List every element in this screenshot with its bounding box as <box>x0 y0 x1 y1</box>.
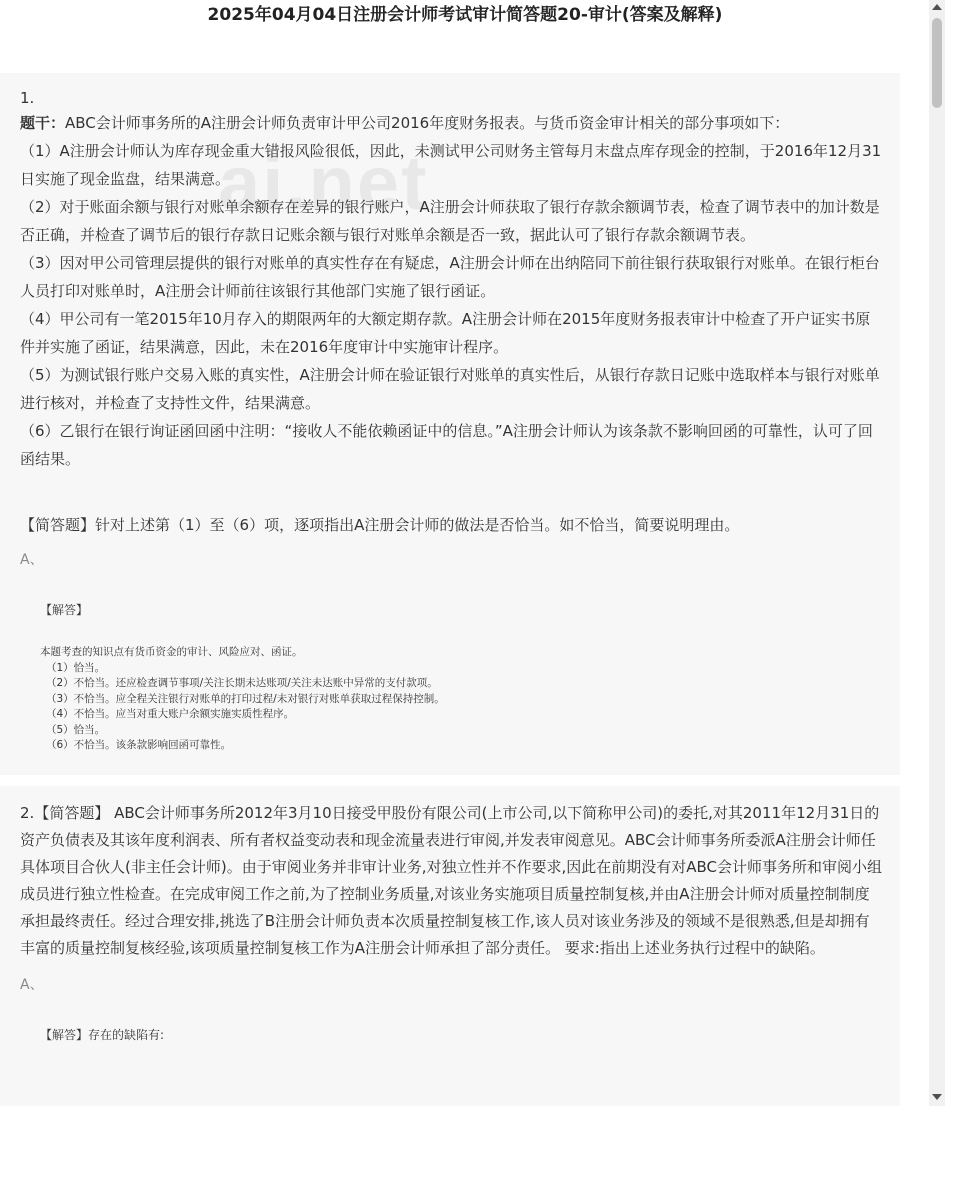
stem-intro <box>20 109 884 137</box>
page-title: 2025年04月04日注册会计师考试审计简答题20-审计(答案及解释) <box>207 5 723 25</box>
question-card-2 <box>0 786 900 1106</box>
question-card-1 <box>0 73 900 775</box>
question-number: 1. <box>20 89 35 107</box>
stem-item: （3）因对甲公司管理层提供的银行对账单的真实性存在有疑虑，A注册会计师在出纳陪同下前往银行获取银行对账单。在银行柜台人员打印对账单时，A注册会计师前往该银行其他部门实施了银行函证。 <box>20 254 880 300</box>
answer-heading: 【解答】 <box>40 603 89 617</box>
question-2-text <box>20 800 884 962</box>
question-stem <box>20 109 884 473</box>
answer-block <box>40 645 884 754</box>
answer-item: （1）恰当。 <box>46 661 106 674</box>
scroll-thumb[interactable] <box>932 18 942 108</box>
stem-item: （2）对于账面余额与银行对账单余额存在差异的银行账户，A注册会计师获取了银行存款余额调节表，检查了调节表中的加计数是否正确，并检查了调节后的银行存款日记账余额与银行对账单余额是否一致，据此认可了银行存款余额调节表。 <box>20 198 880 244</box>
vertical-scrollbar[interactable] <box>929 0 945 1106</box>
option-a[interactable]: A、 <box>20 552 44 568</box>
option-a[interactable]: A、 <box>20 977 44 993</box>
stem-text: ABC会计师事务所的A注册会计师负责审计甲公司2016年度财务报表。与货币资金审计相关的部分事项如下： <box>65 114 790 132</box>
scroll-up-arrow-icon[interactable] <box>932 4 942 10</box>
answer-item: （4）不恰当。应当对重大账户余额实施实质性程序。 <box>46 708 295 720</box>
question-2-body: 【简答题】 ABC会计师事务所2012年3月10日接受甲股份有限公司(上市公司,以下简称甲公司)的委托,对其2011年12月31日的资产负债表及其该年度利润表、所有者权益变动表和现金流量表进行审阅,并发表审阅意见。ABC会计师事务所委派A注册会计师任具体项目合伙人(非主任会计师)。由于审阅业务并非审计业务,对独立性并不作要求,因此在前期没有对ABC会计师事务所和审阅小组成员进行独立性检查。在完成审阅工作之前,为了控制业务质量,对该业务实施项目质量控制复核,并由A注册会计师对质量控制制度承担最终责任。经过合理安排,挑选了B注册会计师负责本次质量控制复核工作,该人员对该业务涉及的领域不是很熟悉,但是却拥有丰富的质量控制复核经验,该项质量控制复核工作为A注册会计师承担了部分责任。 要求:指出上述业务执行过程中的缺陷。 <box>20 804 883 957</box>
stem-item: （6）乙银行在银行询证函回函中注明：“接收人不能依赖函证中的信息。”A注册会计师认为该条款不影响回函的可靠性，认可了回函结果。 <box>20 422 873 468</box>
stem-item: （5）为测试银行账户交易入账的真实性，A注册会计师在验证银行对账单的真实性后，从银行存款日记账中选取样本与银行对账单进行核对，并检查了支持性文件，结果满意。 <box>20 366 880 412</box>
stem-item: （4）甲公司有一笔2015年10月存入的期限两年的大额定期存款。A注册会计师在2015年度财务报表审计中检查了开户证实书原件并实施了函证，结果满意，因此，未在2016年度审计中实施审计程序。 <box>20 310 871 356</box>
answer-intro: 本题考查的知识点有货币资金的审计、风险应对、函证。 <box>40 646 303 658</box>
question-number: 2. <box>20 804 35 822</box>
question-prompt: 【简答题】针对上述第（1）至（6）项，逐项指出A注册会计师的做法是否恰当。如不恰当，简要说明理由。 <box>20 516 740 534</box>
answer-item: （5）恰当。 <box>46 723 106 736</box>
answer-item: （6）不恰当。该条款影响回函可靠性。 <box>46 739 232 751</box>
scroll-down-arrow-icon[interactable] <box>932 1094 942 1100</box>
answer-heading: 【解答】存在的缺陷有: <box>40 1028 165 1042</box>
answer-item: （3）不恰当。应全程关注银行对账单的打印过程/未对银行对账单获取过程保持控制。 <box>46 692 445 705</box>
stem-label: 题干： <box>20 114 66 132</box>
answer-item: （2）不恰当。还应检查调节事项/关注长期未达账项/关注未达账中异常的支付款项。 <box>46 677 438 689</box>
stem-item: （1）A注册会计师认为库存现金重大错报风险很低，因此，未测试甲公司财务主管每月末盘点库存现金的控制，于2016年12月31日实施了现金监盘，结果满意。 <box>20 142 882 188</box>
